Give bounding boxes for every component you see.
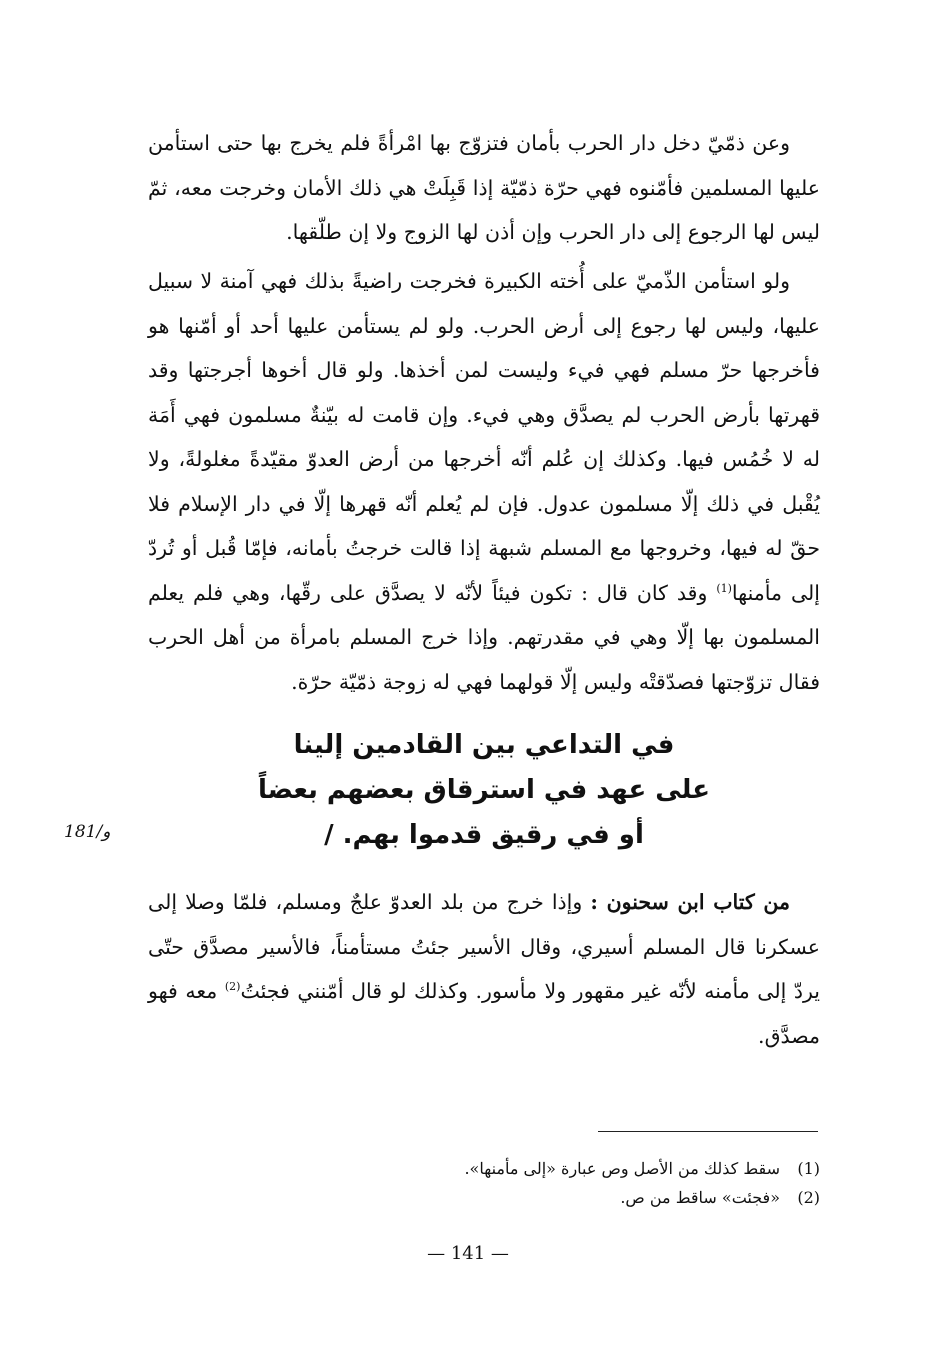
paragraph-1 [148,121,820,255]
paragraph-2-text [148,259,820,704]
manuscript-folio-note: 181/و [64,822,111,842]
heading-line-1: في التداعي بين القادمين إلينا [293,730,675,760]
paragraph-2-part-1: ولو استأمن الذّميّ على أُخته الكبيرة فخرجت راضيةً بذلك فهي آمنة لا سبيل عليها، وليس لها رجوع إلى أرض الحرب. ولو لم يستأمن عليها أحد أو أمّنها هو فأخرجها حرّ مسلم فهي فيء وليست لمن أخذها. ولو قال أخوها أجرجتها وقد قهرتها بأرض الحرب لم يصدَّق وهي فيء. وإن قامت له بيّنةٌ مسلمون فهي أَمَة له لا خُمُس فيها. وكذلك إن عُلم أنّه أخرجها من أرض العدوّ مقيّدةً مغلولةً، ولا يُقْبل في ذلك إلّا مسلمون عدول. فإن لم يُعلم أنّه قهرها إلّا في دار الإسلام فلا حقّ له فيها، وخروجها مع المسلم شبهة إذا قالت خرجتُ بأمانه، فإمّا قُبل أو تُردّ إلى مأمنها [148,269,820,605]
footnote-1 [148,1154,820,1183]
footnote-1-number: (1) [797,1159,820,1178]
paragraph-1-text: وعن ذمّيّ دخل دار الحرب بأمان فتزوّج بها امْرأةً فلم يخرج بها حتى استأمن عليها المسلمين فأمّنوه فهي حرّة ذمّيّة إذا قَبِلَتْ هي ذلك الأمان وخرجت معه، ثمّ ليس لها الرجوع إلى دار الحرب وإن أذن لها الزوج ولا إن طلّقها. [148,131,820,244]
paragraph-3 [148,880,820,1058]
footnote-ref-2: (2) [224,980,241,994]
section-heading [148,723,820,858]
footnote-2 [148,1183,820,1212]
heading-line-3: أو في رقيق قدموا بهم. / [324,820,644,850]
paragraph-3-text [148,880,820,1058]
page-number: — 141 — [427,1243,509,1264]
paragraph-3-part-2: معه فهو مصدَّق. [148,979,820,1048]
footnote-ref-1: (1) [716,581,732,595]
source-label: من كتاب ابن سحنون : [590,890,790,914]
footnote-1-text: سقط كذلك من الأصل وص عبارة «إلى مأمنها». [464,1159,780,1178]
paragraph-2 [148,259,820,704]
paragraph-2-part-2: وقد كان قال : تكون فيئاً لأنّه لا يصدَّق على رقّها، وهي فلم يعلم المسلمون بها إلّا وهي في مقدرتهم. وإذا خرج المسلم بامرأة من أهل الحرب فقال تزوّجتها فصدّقتْه وليس إلّا قولهما فهي له زوجة ذمّيّة حرّة. [148,580,820,694]
footnotes [148,1154,820,1212]
heading-line-2: على عهد في استرقاق بعضهم بعضاً [258,775,710,805]
footnote-2-text: «فجئت» ساقط من ص. [620,1188,780,1207]
footnote-2-number: (2) [797,1188,820,1207]
paragraph-3-part-1: وإذا خرج من بلد العدوّ علجٌ ومسلم، فلمّا وصلا إلى عسكرنا قال المسلم أسيري، وقال الأسير جئتُ مستأمناً، فالأسير مصدَّق حتّى يردّ إلى مأمنه لأنّه غير مقهور ولا مأسور. وكذلك لو قال أمّنني فجئتُ [148,890,821,1003]
footnote-divider [598,1131,818,1132]
